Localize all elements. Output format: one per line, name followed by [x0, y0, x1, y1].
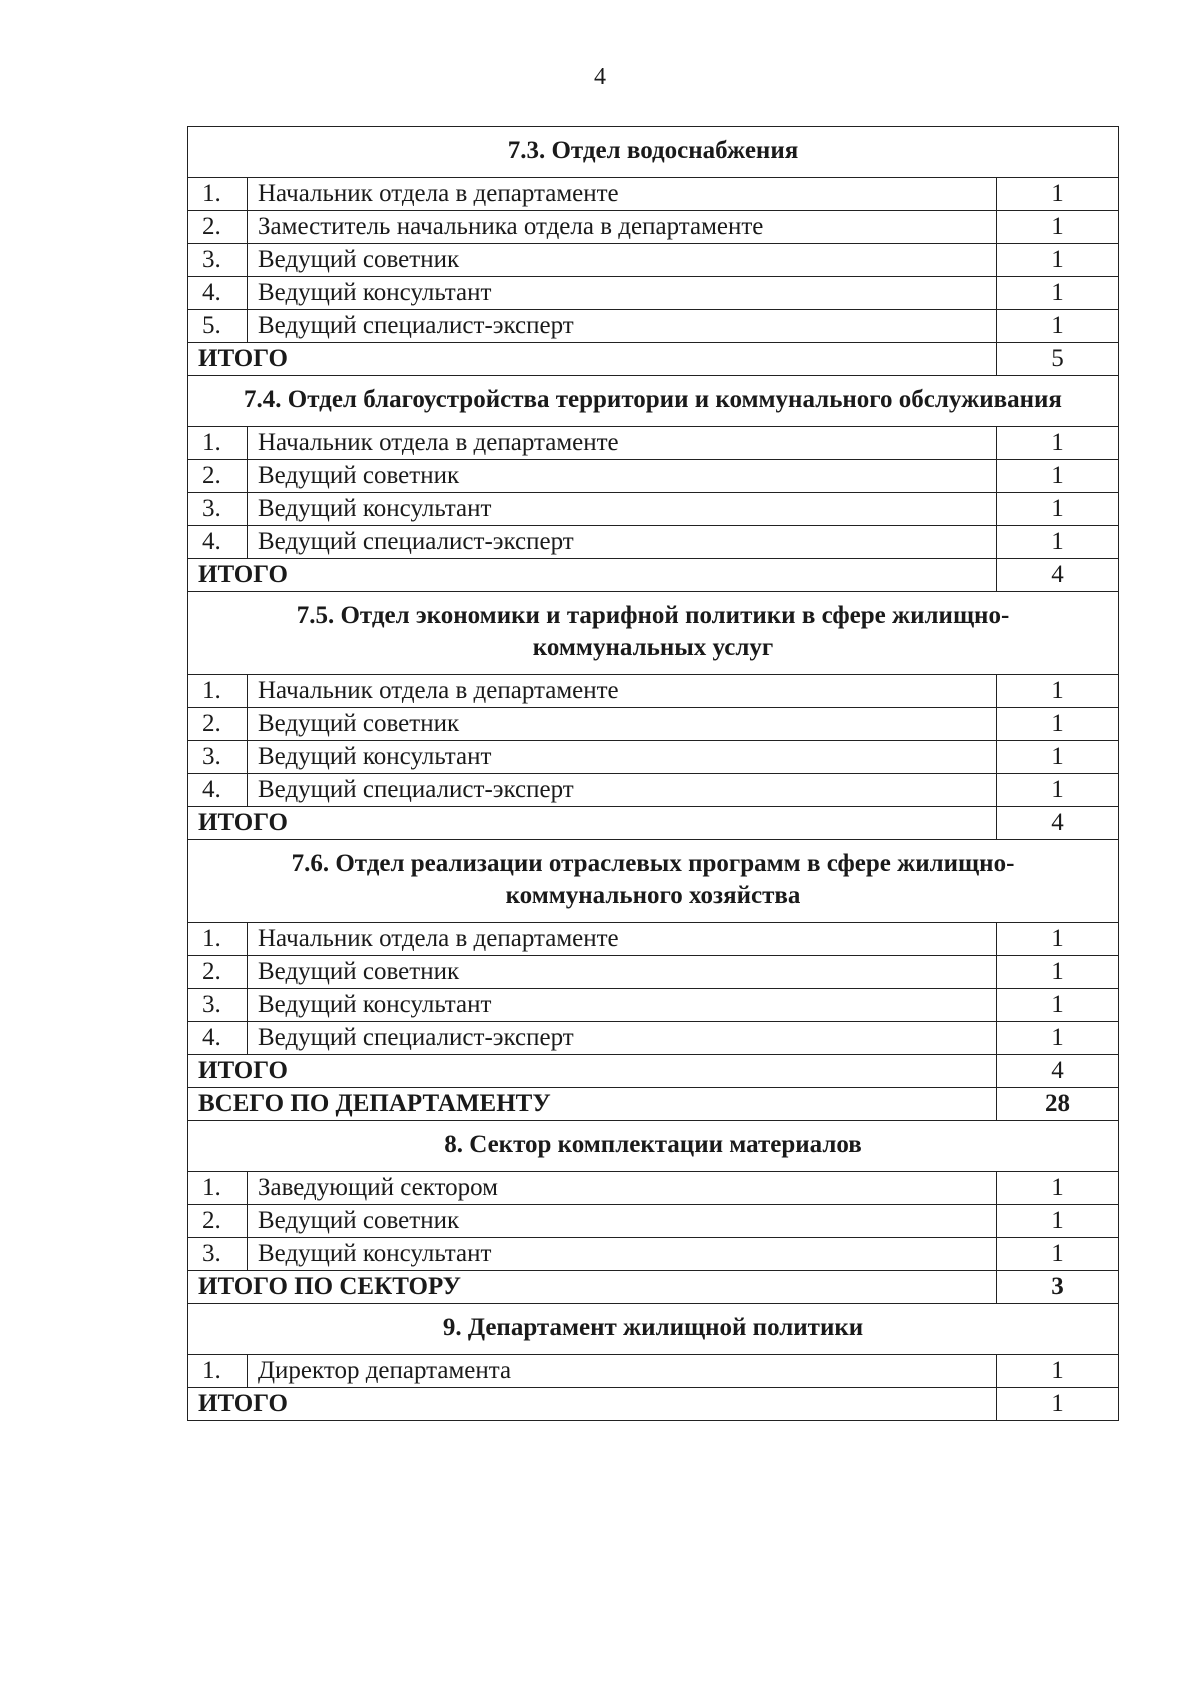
table-row	[188, 277, 1119, 310]
position-title: Ведущий консультант	[248, 1238, 997, 1271]
position-count: 1	[997, 1205, 1119, 1238]
position-title: Ведущий советник	[248, 708, 997, 741]
position-title: Заведующий сектором	[248, 1172, 997, 1205]
page-number: 4	[594, 64, 606, 90]
position-title: Начальник отдела в департаменте	[248, 675, 997, 708]
total-value: 4	[997, 807, 1119, 840]
position-count: 1	[997, 956, 1119, 989]
position-count: 1	[997, 310, 1119, 343]
position-title: Начальник отдела в департаменте	[248, 178, 997, 211]
row-number: 1.	[188, 1172, 248, 1205]
total-label: ИТОГО	[188, 559, 997, 592]
row-number: 1.	[188, 923, 248, 956]
total-value: 3	[997, 1271, 1119, 1304]
table-row	[188, 1205, 1119, 1238]
table-row	[188, 1022, 1119, 1055]
row-number: 3.	[188, 1238, 248, 1271]
position-title: Начальник отдела в департаменте	[248, 427, 997, 460]
total-row	[188, 559, 1119, 592]
staffing-table	[187, 126, 1119, 1421]
table-row	[188, 923, 1119, 956]
table-row	[188, 1172, 1119, 1205]
section-heading-row	[188, 127, 1119, 178]
row-number: 3.	[188, 741, 248, 774]
row-number: 1.	[188, 1355, 248, 1388]
row-number: 2.	[188, 956, 248, 989]
table-row	[188, 526, 1119, 559]
section-title: 9. Департамент жилищной политики	[188, 1304, 1119, 1355]
table-row	[188, 708, 1119, 741]
position-count: 1	[997, 923, 1119, 956]
position-count: 1	[997, 277, 1119, 310]
total-value: 1	[997, 1388, 1119, 1421]
total-value: 4	[997, 559, 1119, 592]
total-row	[188, 343, 1119, 376]
total-row	[188, 807, 1119, 840]
table-row	[188, 774, 1119, 807]
row-number: 3.	[188, 493, 248, 526]
row-number: 4.	[188, 526, 248, 559]
total-label: ИТОГО	[188, 1388, 997, 1421]
section-title: 7.4. Отдел благоустройства территории и коммунального обслуживания	[188, 376, 1119, 427]
position-title: Начальник отдела в департаменте	[248, 923, 997, 956]
position-title: Ведущий советник	[248, 956, 997, 989]
row-number: 3.	[188, 244, 248, 277]
table-row	[188, 427, 1119, 460]
position-count: 1	[997, 178, 1119, 211]
position-title: Ведущий консультант	[248, 989, 997, 1022]
row-number: 1.	[188, 675, 248, 708]
position-count: 1	[997, 741, 1119, 774]
row-number: 2.	[188, 708, 248, 741]
position-title: Ведущий специалист-эксперт	[248, 310, 997, 343]
row-number: 2.	[188, 460, 248, 493]
position-count: 1	[997, 526, 1119, 559]
position-count: 1	[997, 1238, 1119, 1271]
position-count: 1	[997, 1172, 1119, 1205]
position-title: Ведущий консультант	[248, 741, 997, 774]
position-count: 1	[997, 989, 1119, 1022]
total-row	[188, 1088, 1119, 1121]
total-value: 4	[997, 1055, 1119, 1088]
position-count: 1	[997, 427, 1119, 460]
position-count: 1	[997, 675, 1119, 708]
position-title: Ведущий специалист-эксперт	[248, 526, 997, 559]
table-row	[188, 741, 1119, 774]
total-value: 5	[997, 343, 1119, 376]
table-row	[188, 211, 1119, 244]
total-label: ИТОГО	[188, 343, 997, 376]
staffing-table-body	[188, 127, 1119, 1421]
table-row	[188, 244, 1119, 277]
position-count: 1	[997, 211, 1119, 244]
table-row	[188, 493, 1119, 526]
total-label: ИТОГО	[188, 1055, 997, 1088]
position-count: 1	[997, 460, 1119, 493]
row-number: 2.	[188, 211, 248, 244]
total-label: ИТОГО ПО СЕКТОРУ	[188, 1271, 997, 1304]
position-count: 1	[997, 1022, 1119, 1055]
position-title: Ведущий специалист-эксперт	[248, 1022, 997, 1055]
table-row	[188, 460, 1119, 493]
section-title: 7.6. Отдел реализации отраслевых программ в сфере жилищно-коммунального хозяйства	[188, 840, 1119, 923]
position-title: Ведущий советник	[248, 460, 997, 493]
position-count: 1	[997, 774, 1119, 807]
row-number: 5.	[188, 310, 248, 343]
total-label: ИТОГО	[188, 807, 997, 840]
section-heading-row	[188, 1304, 1119, 1355]
position-count: 1	[997, 1355, 1119, 1388]
total-row	[188, 1271, 1119, 1304]
row-number: 1.	[188, 178, 248, 211]
position-count: 1	[997, 244, 1119, 277]
position-title: Ведущий специалист-эксперт	[248, 774, 997, 807]
table-row	[188, 989, 1119, 1022]
position-count: 1	[997, 708, 1119, 741]
position-title: Ведущий консультант	[248, 277, 997, 310]
position-title: Ведущий советник	[248, 1205, 997, 1238]
section-heading-row	[188, 840, 1119, 923]
section-heading-row	[188, 592, 1119, 675]
position-title: Ведущий консультант	[248, 493, 997, 526]
table-row	[188, 1238, 1119, 1271]
section-title: 7.5. Отдел экономики и тарифной политики в сфере жилищно-коммунальных услуг	[188, 592, 1119, 675]
row-number: 4.	[188, 774, 248, 807]
section-title: 7.3. Отдел водоснабжения	[188, 127, 1119, 178]
position-title: Заместитель начальника отдела в департаменте	[248, 211, 997, 244]
table-row	[188, 178, 1119, 211]
position-title: Директор департамента	[248, 1355, 997, 1388]
position-count: 1	[997, 493, 1119, 526]
row-number: 3.	[188, 989, 248, 1022]
total-label: ВСЕГО ПО ДЕПАРТАМЕНТУ	[188, 1088, 997, 1121]
table-row	[188, 1355, 1119, 1388]
table-row	[188, 675, 1119, 708]
row-number: 4.	[188, 1022, 248, 1055]
row-number: 4.	[188, 277, 248, 310]
section-title: 8. Сектор комплектации материалов	[188, 1121, 1119, 1172]
total-value: 28	[997, 1088, 1119, 1121]
total-row	[188, 1055, 1119, 1088]
position-title: Ведущий советник	[248, 244, 997, 277]
total-row	[188, 1388, 1119, 1421]
table-row	[188, 310, 1119, 343]
row-number: 1.	[188, 427, 248, 460]
table-row	[188, 956, 1119, 989]
row-number: 2.	[188, 1205, 248, 1238]
section-heading-row	[188, 376, 1119, 427]
section-heading-row	[188, 1121, 1119, 1172]
